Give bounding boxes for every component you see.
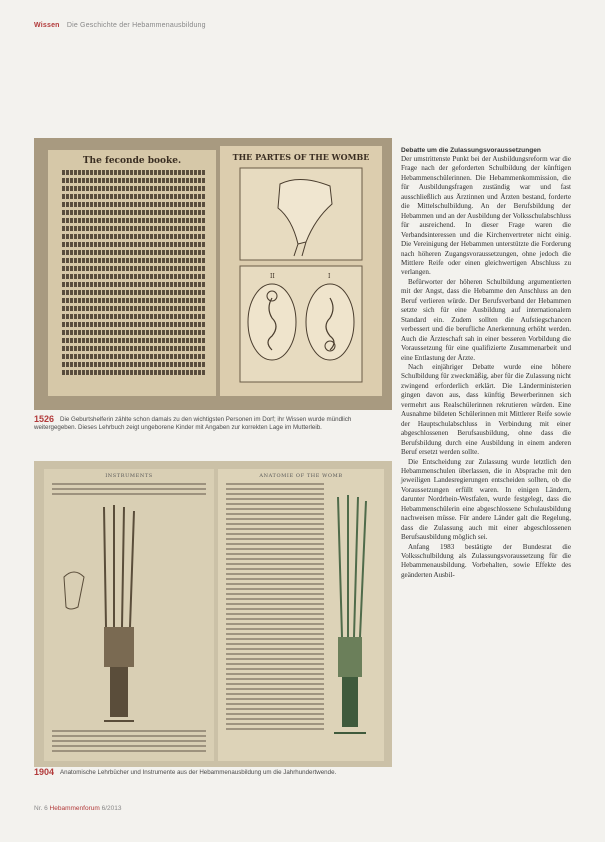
- book2-right-title: ANATOMIE OF THE WOMB: [259, 473, 343, 479]
- article-paragraph: Befürworter der höheren Schulbildung argumentierten mit der Angst, dass die Hebamme den Anschluss an den Beruf verlieren würde. Der Berufsverband der Hebammen setzte sich für eine Ausbildung auf internationalem Standard ein. Zudem sollten die Aufstiegschancen verbessert und die berufliche Anerkennung erhöht werden. Auch die Ärzteschaft sah in einer besseren Vorbildung die Voraussetzung für eine qualifizierte Zusammenarbeit und eine Entlastung der Ärzte.: [401, 277, 571, 362]
- book-photo-1904: [34, 461, 392, 767]
- instrument-illustration-right: [320, 487, 380, 747]
- article-paragraph: Anfang 1983 bestätigte der Bundesrat die Volksschulbildung als Zulassungsvoraussetzung für die Hebammenausbildung. Vorbehalten, sowie Effekte des geänderten Ausbil-: [401, 542, 571, 579]
- book2-left-footnote: [52, 727, 206, 755]
- book-photo-1526: [34, 138, 392, 410]
- caption-text: Anatomische Lehrbücher und Instrumente aus der Hebammenausbildung um die Jahrhundertwende.: [60, 769, 337, 776]
- article-paragraph: Die Entscheidung zur Zulassung wurde letztlich den Hebammenschulen überlassen, die in Absprache mit den jeweiligen Landesregierungen entscheiden sollten, ob die Voraussetzungen erfüllt waren. In einigen Ländern, darunter Nordrhein-Westfalen, wurde festgelegt, dass die Hebammenschülerin eine abgeschlossene Schulausbildung nachweisen müsse. Für andere Länder galt die Regelung, dass die Zulassung auch mit einer abgeschlossenen Berufsausbildung möglich sei.: [401, 457, 571, 542]
- article-paragraph: Der umstrittenste Punkt bei der Ausbildungsreform war die Frage nach der geforderten Schulbildung der künftigen Hebammenschülerinnen. Die Hebammenkommission, die für Ausbildungsfragen zuständig war und fast ausschließlich aus Ärztinnen und Ärzten bestand, forderte die Mittelschulbildung. An der Berufsbildung der Hebammen und an der Ausbildung der Volksschulabschluss für ausreichend. In dieser Frage waren die Verbandsinteressen und die Kirchenvertreter nicht einig. Die Vereinigung der Hebammen unterstützte die Forderung nach höheren Zugangsvoraussetzungen, ohne jedoch die Mittlere Reife oder einen gleichwertigen Abschluss zu verlangen.: [401, 155, 571, 277]
- book2-right-page: [218, 469, 384, 761]
- footer-magazine: Hebammenforum: [49, 805, 100, 812]
- figure-title: THE PARTES OF THE WOMBE: [232, 152, 370, 162]
- book2-left-page: [44, 469, 214, 761]
- svg-text:I: I: [328, 273, 331, 280]
- book2-left-text: [52, 483, 206, 495]
- book2-right-text: [226, 483, 324, 730]
- caption-1526: [34, 415, 392, 432]
- book2-left-title: INSTRUMENTS: [105, 473, 153, 479]
- footer-page: Nr. 6: [34, 805, 48, 812]
- article-heading: Debatte um die Zulassungsvoraussetzungen: [401, 147, 541, 154]
- footer-issue: 6/2013: [101, 805, 122, 812]
- caption-1904: [34, 768, 392, 777]
- caption-year: 1526: [34, 414, 55, 424]
- article-paragraph: Nach einjähriger Debatte wurde eine höhere Schulbildung für zweckmäßig, aber für die Zulassung nicht zwingend erforderlich erklärt. Die Länderministerien gingen davon aus, dass künftig Bewerberinnen sich vermehrt aus Realschülerinnen rekrutieren würden. Eine Ausnahme bildeten Schülerinnen mit Mittlerer Reife sowie der Hauptschulabschluss in Verbindung mit einer abgeschlossenen Berufsausbildung, ohne dass die Berufsbildung durch eine Ausbildung in einem anderen Beruf ersetzt werden sollte.: [401, 362, 571, 457]
- section-label: Wissen: [34, 22, 60, 29]
- forceps-illustration-left: [44, 497, 214, 747]
- page-header: [34, 22, 206, 29]
- caption-year: 1904: [34, 767, 55, 777]
- book-right-page: [220, 146, 382, 396]
- svg-text:II: II: [270, 273, 275, 280]
- blackletter-text: [62, 170, 206, 375]
- book-left-page: [48, 150, 216, 396]
- book-heading: The feconde booke.: [82, 156, 182, 166]
- page-footer: [34, 805, 121, 812]
- caption-text: Die Geburtshelferin zählte schon damals zu den wichtigsten Personen im Dorf; ihr Wissen wurde mündlich weitergegeben. Dieses Lehrbuch zeigt ungeborene Kinder mit Angaben zur korrekten Lage im Mutterleib.: [34, 416, 352, 431]
- womb-illustration: [220, 164, 382, 394]
- article-column: [401, 146, 571, 580]
- header-title: Die Geschichte der Hebammenausbildung: [66, 22, 206, 29]
